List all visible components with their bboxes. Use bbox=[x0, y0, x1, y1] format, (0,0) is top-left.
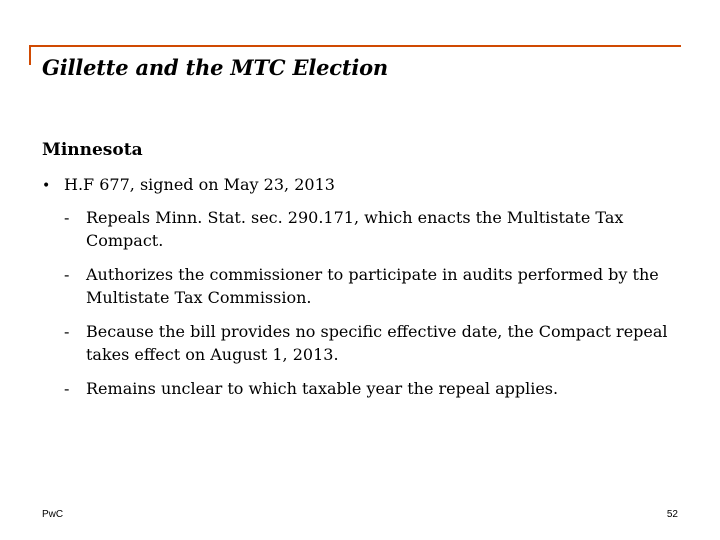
sub-item-authorizes bbox=[64, 263, 684, 309]
dash-marker: - bbox=[64, 265, 70, 284]
dash-marker: - bbox=[64, 208, 70, 227]
sub-item-unclear bbox=[64, 377, 684, 400]
sub-item-effective-date bbox=[64, 320, 684, 366]
section-heading: Minnesota bbox=[42, 140, 143, 160]
sub-item-text: Because the bill provides no specific effective date, the Compact repeal takes effect on August 1, 2013. bbox=[86, 322, 668, 364]
dash-marker: - bbox=[64, 379, 70, 398]
footer-brand: PwC bbox=[42, 509, 64, 520]
sub-item-text: Authorizes the commissioner to participate in audits performed by the Multistate Tax Commission. bbox=[86, 265, 659, 307]
sub-item-text: Remains unclear to which taxable year the repeal applies. bbox=[86, 379, 559, 398]
sub-item-text: Repeals Minn. Stat. sec. 290.171, which enacts the Multistate Tax Compact. bbox=[86, 208, 624, 250]
title-accent-line bbox=[29, 45, 681, 47]
slide-title: Gillette and the MTC Election bbox=[42, 55, 388, 80]
title-accent-bracket bbox=[29, 45, 31, 65]
bullet-item bbox=[42, 175, 335, 194]
bullet-text: H.F 677, signed on May 23, 2013 bbox=[64, 175, 335, 194]
dash-marker: - bbox=[64, 322, 70, 341]
bullet-marker: • bbox=[42, 178, 51, 194]
sub-item-repeals bbox=[64, 206, 684, 252]
page-number: 52 bbox=[666, 509, 678, 520]
